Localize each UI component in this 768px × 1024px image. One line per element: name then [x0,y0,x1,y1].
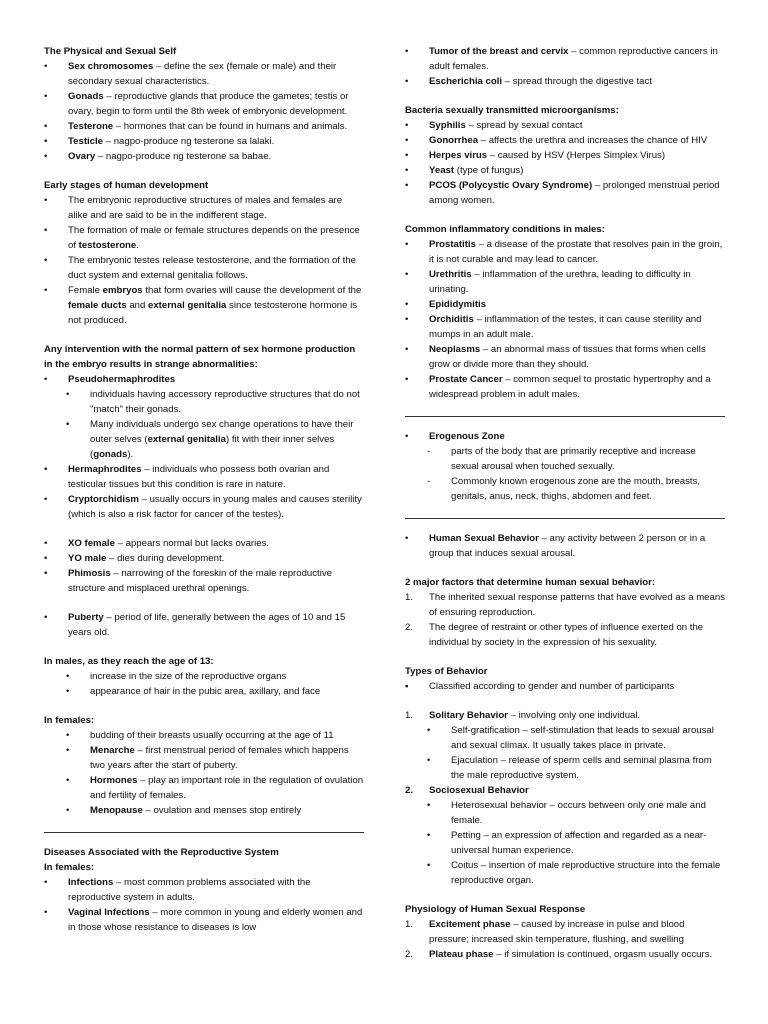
list-text: Classified according to gender and number of participants [429,681,675,692]
list-item [44,193,364,223]
term: Hormones [90,775,138,786]
bullet-list [44,728,364,818]
term: Menarche [90,745,135,756]
definition: – caused by HSV (Herpes Simplex Virus) [487,150,666,161]
list-item [44,684,364,699]
term: Orchiditis [429,314,474,325]
list-item [405,620,725,650]
list-item [405,590,725,620]
list-item [44,253,364,283]
definition: – common reproductive cancers in adult females. [429,46,718,72]
bullet-marker: • [44,538,48,549]
bullet-marker: • [66,419,70,430]
list-number: 2. [405,785,414,796]
list-number: 2. [405,949,414,960]
section-title: In females: [44,715,95,726]
section-males-13 [44,654,364,699]
term: Gonorrhea [429,135,479,146]
list-text: ) fit with their inner selves ( [90,434,335,460]
bullet-marker: • [44,553,48,564]
list-item [405,474,725,504]
bullet-marker: • [44,568,48,579]
bullet-marker: • [44,136,48,147]
list-item [44,59,364,89]
dash-marker: - [427,476,431,487]
section-females [44,713,364,818]
definition: – play an important role in the regulation of ovulation and fertility of females. [90,775,364,801]
section-divider [405,416,725,417]
list-text: budding of their breasts usually occurring at the age of 11 [90,730,334,741]
bullet-list [405,44,725,89]
definition: – inflammation of the testes, it can cause sterility and mumps in an adult male. [429,314,702,340]
bullet-marker: • [405,165,409,176]
list-item [44,89,364,119]
bullet-marker: • [44,285,48,296]
list-text: parts of the body that are primarily receptive and increase sexual arousal when touched sexually. [451,446,696,472]
list-text: The inherited sexual response patterns that have evolved as a means of ensuring reproduction. [429,592,725,618]
bullet-marker: • [427,755,431,766]
definition: – prolonged menstrual period among women. [429,180,720,206]
term: Ovary [68,151,96,162]
section-intervention [44,342,364,522]
numbered-list [405,917,725,962]
list-text: individuals having accessory reproductive structures that do not "match" their gonads. [90,389,360,415]
term: Puberty [68,612,104,623]
term: female ducts [68,300,127,311]
list-item [405,44,725,74]
definition: – narrowing of the foreskin of the male reproductive structure and misplaced urethral openings. [68,568,332,594]
term: Escherichia coli [429,76,503,87]
bullet-marker: • [405,344,409,355]
definition: – involving only one individual. [507,710,641,721]
section-divider [44,832,364,833]
bullet-marker: • [66,389,70,400]
bullet-marker: • [44,225,48,236]
dash-marker: - [427,446,431,457]
bullet-marker: • [427,860,431,871]
definition: – spread by sexual contact [465,120,583,131]
section-diseases-continued [405,44,725,89]
bullet-marker: • [405,239,409,250]
definition: – hormones that can be found in humans and animals. [113,121,348,132]
section-title: Diseases Associated with the Reproductive System [44,847,279,858]
term: testosterone [78,240,137,251]
section-early-stages [44,178,364,328]
list-item [405,297,725,312]
section-title: Bacteria sexually transmitted microorganisms: [405,105,619,116]
definition: – most common problems associated with the reproductive system in adults. [68,877,311,903]
definition: – period of life, generally between the ages of 10 and 15 years old. [68,612,346,638]
section-title: In males, as they reach the age of 13: [44,656,214,667]
list-text: . [136,240,139,251]
bullet-list [44,372,364,522]
list-item [405,178,725,208]
list-number: 1. [405,592,414,603]
bullet-marker: • [44,494,48,505]
list-item [44,283,364,328]
bullet-marker: • [405,374,409,385]
section-title: 2 major factors that determine human sexual behavior: [405,577,656,588]
definition: – nagpo-produce ng testerone sa babae. [95,151,272,162]
list-item [44,566,364,596]
bullet-list [405,429,725,504]
list-text: Coitus – insertion of male reproductive structure into the female reproductive organ. [451,860,721,886]
term: Herpes virus [429,150,488,161]
bullet-marker: • [44,464,48,475]
definition: – appears normal but lacks ovaries. [114,538,270,549]
list-item [405,267,725,297]
section-inflammatory [405,222,725,402]
list-text: Commonly known erogenous zone are the mouth, breasts, genitals, anus, neck, thighs, abdomen and feet. [451,476,701,502]
section-physical-self [44,44,364,164]
bullet-marker: • [405,120,409,131]
term: Tumor of the breast and cervix [429,46,569,57]
term: Urethritis [429,269,472,280]
section-puberty [44,610,364,640]
term: Prostatitis [429,239,476,250]
list-number: 1. [405,919,414,930]
list-item [44,387,364,417]
definition: – affects the urethra and increases the chance of HIV [478,135,708,146]
bullet-marker: • [405,46,409,57]
term: Sociosexual Behavior [429,785,529,796]
term: Human Sexual Behavior [429,533,539,544]
bullet-marker: • [44,877,48,888]
section-physiology [405,902,725,962]
bullet-marker: • [44,195,48,206]
list-item [405,118,725,133]
list-item [44,119,364,134]
section-erogenous [405,429,725,504]
list-text: since testosterone hormone is not produced. [68,300,358,326]
list-item [44,417,364,462]
definition: – nagpo-produce ng testerone sa lalaki. [103,136,275,147]
list-item [44,743,364,773]
list-item [44,728,364,743]
list-item [405,783,725,798]
bullet-list [44,875,364,935]
bullet-marker: • [405,269,409,280]
bullet-marker: • [44,255,48,266]
list-item [405,444,725,474]
term: gonads [93,449,128,460]
list-text: The embryonic testes release testosterone, and the formation of the duct system and external genitalia follows. [68,255,356,281]
section-behaviors [405,708,725,888]
bullet-marker: • [405,299,409,310]
bullet-list [405,531,725,561]
section-human-sexual-behavior [405,531,725,561]
definition: – dies during development. [106,553,225,564]
list-item [44,610,364,640]
list-text: Self-gratification – self-stimulation that leads to sexual arousal and sexual climax. It usually takes place in private. [451,725,714,751]
term: Testerone [68,121,114,132]
list-item [44,149,364,164]
term: Prostate Cancer [429,374,503,385]
list-item [44,536,364,551]
bullet-list [44,193,364,328]
numbered-list [405,708,725,888]
bullet-marker: • [427,800,431,811]
list-item [44,223,364,253]
definition: – a disease of the prostate that resolves pain in the groin, it is not curable and may lead to cancer. [429,239,723,265]
bullet-marker: • [427,830,431,841]
right-column [405,44,725,976]
bullet-list [405,679,725,694]
term: Sex chromosomes [68,61,154,72]
bullet-marker: • [405,180,409,191]
list-item [44,905,364,935]
section-divider [405,518,725,519]
list-item [44,134,364,149]
list-text: Female [68,285,103,296]
bullet-marker: • [66,805,70,816]
list-item [44,372,364,387]
list-item [44,803,364,818]
section-subtitle: In females: [44,862,95,873]
list-item [405,708,725,723]
list-item [405,679,725,694]
definition: – reproductive glands that produce the gametes; testis or ovary, begin to form until the 8th week of embryonic development. [68,91,349,117]
term: Epididymitis [429,299,487,310]
list-item [405,798,725,828]
definition: – ovulation and menses stop entirely [142,805,302,816]
term: XO female [68,538,115,549]
numbered-list [405,590,725,650]
list-item [405,917,725,947]
section-title: Physiology of Human Sexual Response [405,904,586,915]
section-bacteria [405,103,725,208]
definition: – spread through the digestive tact [502,76,652,87]
section-title: Early stages of human development [44,180,209,191]
term: Plateau phase [429,949,494,960]
bullet-marker: • [405,533,409,544]
bullet-list [44,610,364,640]
bullet-marker: • [44,374,48,385]
bullet-marker: • [66,745,70,756]
list-item [405,429,725,444]
term: Gonads [68,91,104,102]
list-text: Ejaculation – release of sperm cells and seminal plasma from the male reproductive system. [451,755,712,781]
bullet-list [44,59,364,164]
term: YO male [68,553,107,564]
bullet-marker: • [44,151,48,162]
bullet-marker: • [427,725,431,736]
bullet-list [44,536,364,596]
list-text: Heterosexual behavior – occurs between only one male and female. [451,800,706,826]
list-item [405,723,725,753]
section-factors [405,575,725,650]
term: Neoplasms [429,344,481,355]
definition: – common sequel to prostatic hypertrophy and a widespread problem in adult males. [429,374,711,400]
term: Menopause [90,805,143,816]
list-item [405,74,725,89]
bullet-list [405,118,725,208]
bullet-list [405,237,725,402]
bullet-marker: • [44,91,48,102]
list-item [405,858,725,888]
definition: – define the sex (female or male) and their secondary sexual characteristics. [68,61,337,87]
bullet-marker: • [405,135,409,146]
list-item [405,133,725,148]
term: Cryptorchidism [68,494,139,505]
list-item [405,342,725,372]
list-text: Petting – an expression of affection and regarded as a near-universal human experience. [451,830,707,856]
bullet-marker: • [44,61,48,72]
list-text: increase in the size of the reproductive organs [90,671,287,682]
bullet-marker: • [44,121,48,132]
section-conditions [44,536,364,596]
bullet-marker: • [405,431,409,442]
bullet-marker: • [66,671,70,682]
square-bullet-marker: ▪ [405,681,409,692]
list-item [405,312,725,342]
list-number: 2. [405,622,414,633]
list-text: appearance of hair in the pubic area, axillary, and face [90,686,321,697]
term: Vaginal Infections [68,907,150,918]
bullet-marker: • [405,150,409,161]
term: Infections [68,877,114,888]
list-text: ). [127,449,134,460]
bullet-marker: • [66,730,70,741]
bullet-marker: • [66,686,70,697]
list-item [405,163,725,178]
list-item [44,875,364,905]
term: Erogenous Zone [429,431,505,442]
definition: – caused by increase in pulse and blood pressure; increased skin temperature, flushing, and swelling [429,919,685,945]
section-types-of-behavior [405,664,725,694]
term: external genitalia [148,300,227,311]
term: Testicle [68,136,104,147]
list-item [405,237,725,267]
definition: – more common in young and elderly women and in those whose resistance to diseases is low [68,907,363,933]
list-item [44,462,364,492]
bullet-marker: • [405,314,409,325]
bullet-marker: • [44,612,48,623]
list-item [405,531,725,561]
term: Excitement phase [429,919,511,930]
list-text: The degree of restraint or other types of influence exerted on the individual by society in the expression of his sexuality. [429,622,704,648]
term: Phimosis [68,568,111,579]
list-item [405,372,725,402]
section-diseases [44,845,364,935]
definition: – inflammation of the urethra, leading to difficulty in urinating. [429,269,691,295]
term: external genitalia [147,434,226,445]
definition: – usually occurs in young males and causes sterility (which is also a risk factor for cancer of the testes). [68,494,362,520]
section-title: Any intervention with the normal pattern of sex hormone production in the embryo results in strange abnormalities: [44,344,356,370]
list-item [405,947,725,962]
list-text: and [126,300,148,311]
list-item [44,669,364,684]
term: Yeast [429,165,455,176]
term: Syphilis [429,120,466,131]
section-title: Types of Behavior [405,666,488,677]
term: Hermaphrodites [68,464,142,475]
definition: – an abnormal mass of tissues that forms when cells grow or divide more than they should. [429,344,706,370]
definition: – any activity between 2 person or in a group that induces sexual arousal. [429,533,706,559]
term: embryos [102,285,143,296]
list-number: 1. [405,710,414,721]
list-item [405,148,725,163]
definition: (type of fungus) [454,165,524,176]
definition: – first menstrual period of females which happens two years after the start of puberty. [90,745,349,771]
list-item [44,773,364,803]
list-item [44,492,364,522]
bullet-marker: • [66,775,70,786]
section-title: Common inflammatory conditions in males: [405,224,605,235]
list-text: The formation of male or female structures depends on the presence of [68,225,360,251]
list-text: that form ovaries will cause the development of the [142,285,362,296]
term: Pseudohermaphrodites [68,374,176,385]
list-text: The embryonic reproductive structures of males and females are alike and are said to be in the indifferent stage. [68,195,343,221]
list-item [44,551,364,566]
definition: – individuals who possess both ovarian and testicular tissues but this condition is rare in nature. [68,464,330,490]
list-item [405,828,725,858]
definition: – if simulation is continued, orgasm usually occurs. [493,949,713,960]
section-title: The Physical and Sexual Self [44,46,177,57]
term: Solitary Behavior [429,710,508,721]
left-column [44,44,364,949]
term: PCOS (Polycystic Ovary Syndrome) [429,180,593,191]
list-text: Many individuals undergo sex change operations to have their outer selves ( [90,419,354,445]
bullet-marker: • [405,76,409,87]
list-item [405,753,725,783]
bullet-list [44,669,364,699]
bullet-marker: • [44,907,48,918]
